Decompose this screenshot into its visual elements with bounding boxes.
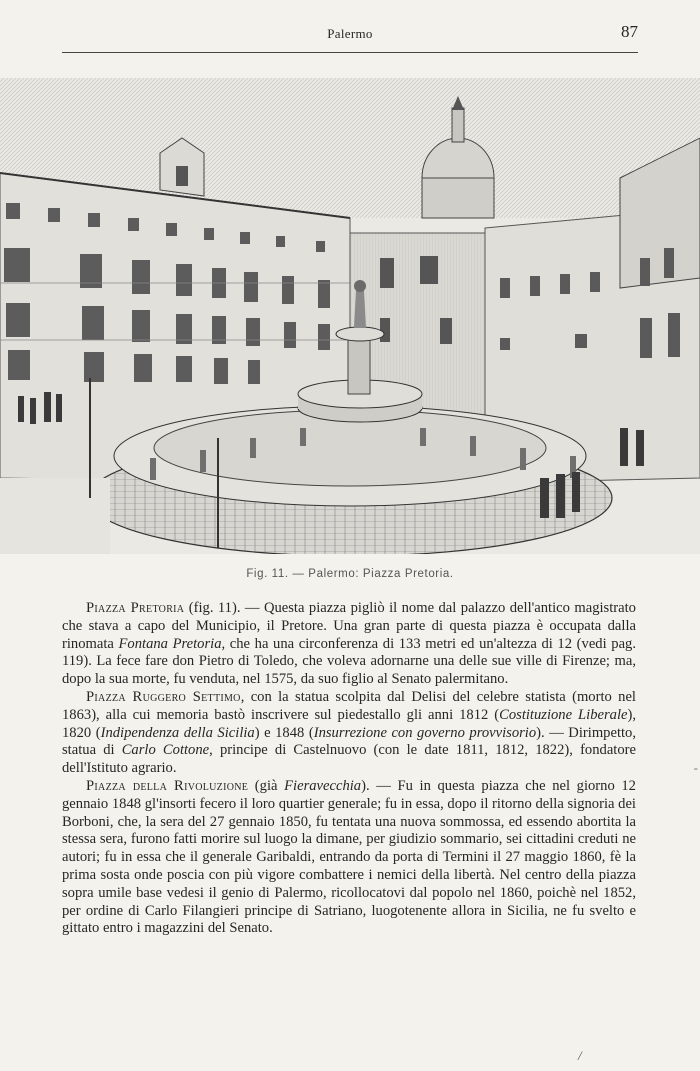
engraving-illustration	[0, 78, 700, 554]
place-heading: Piazza della Rivoluzione	[86, 777, 249, 794]
figure-caption: Fig. 11. — Palermo: Piazza Pretoria.	[246, 568, 454, 580]
bottom-mark: /	[578, 1048, 582, 1063]
page-header	[62, 22, 638, 44]
italic-text: Indipendenza della Sicilia	[100, 724, 255, 741]
text-run: ), 1820 (	[62, 706, 637, 741]
italic-text: Fontana Pretoria	[118, 635, 222, 652]
italic-text: Costituzione Liberale	[499, 706, 628, 723]
paragraph-piazza-della-rivoluzione	[62, 778, 636, 938]
page-number: 87	[621, 22, 638, 41]
text-run: ). — Fu in questa piazza che nel giorno 12 gennaio 1848 gl'insorti fecero il loro quartier generale; fu in essa, dopo il ritorno della signoria dei Borboni, che, la sera del 27 gennaio 1850, fu tentata una nuova sommossa, ed essendo abortita la stessa sera, furono fatti morire sul luogo la dimane, per giudizio sommario, sei cittadini creduti ne autori; fu in essa che il generale Garibaldi, entrando da porta di Termini il 27 maggio 1860, fè la prima sosta onde poscia con più vigore combattere i nemici della libertà. Nel centro della piazza sopra umile base vedesi il genio di Palermo, ricollocatovi dal popolo nel 1860, poichè nel 1852, per ordine di Carlo Filangieri principe di Satriano, luogotenente allora in Sicilia, ne fu svelto e gittato entro i magazzini del Senato.	[62, 777, 636, 937]
paragraph-piazza-ruggero-settimo	[62, 689, 636, 778]
text-run: ) e 1848 (	[254, 724, 314, 741]
italic-text: Insurrezione con governo provvisorio	[313, 724, 537, 741]
running-title: Palermo	[327, 26, 373, 41]
text-run: (fig. 11). — Questa piazza pigliò il nome dal palazzo dell'antico magistrato che stava a capo del Municipio, il Pretore. Una gran parte di questa piazza è occupata dalla rinomata	[62, 600, 636, 652]
paragraph-piazza-pretoria	[62, 600, 636, 689]
text-run: (già	[248, 777, 285, 794]
place-heading: Piazza Ruggero Settimo	[86, 688, 241, 705]
text-run: , con la statua scolpita dal Delisi del celebre statista (morto nel 1863), alla cui memoria bastò inscrivere sul piedestallo gli anni 1812 (	[62, 688, 636, 723]
italic-text: Carlo Cottone	[121, 742, 210, 759]
text-run: , che ha una circonferenza di 133 metri ed un'altezza di 12 (vedi pag. 119). La fece fare don Pietro di Toledo, che voleva adornarne una delle sue ville di Firenze; ma, dopo la sua morte, fu venduta, nel 1575, da suo figlio al Senato palermitano.	[62, 635, 636, 688]
engraving-piazza-pretoria	[0, 78, 700, 554]
text-run: ). — Dirimpetto, statua di	[62, 724, 636, 759]
header-rule	[62, 52, 638, 53]
place-heading: Piazza Pretoria	[86, 600, 185, 616]
text-run: , principe di Castelnuovo (con le date 1811, 1812, 1822), fondatore dell'Istituto agrario.	[62, 742, 636, 777]
margin-dash: -	[693, 760, 698, 775]
body-text	[62, 600, 636, 938]
italic-text: Fieravecchia	[284, 777, 362, 794]
